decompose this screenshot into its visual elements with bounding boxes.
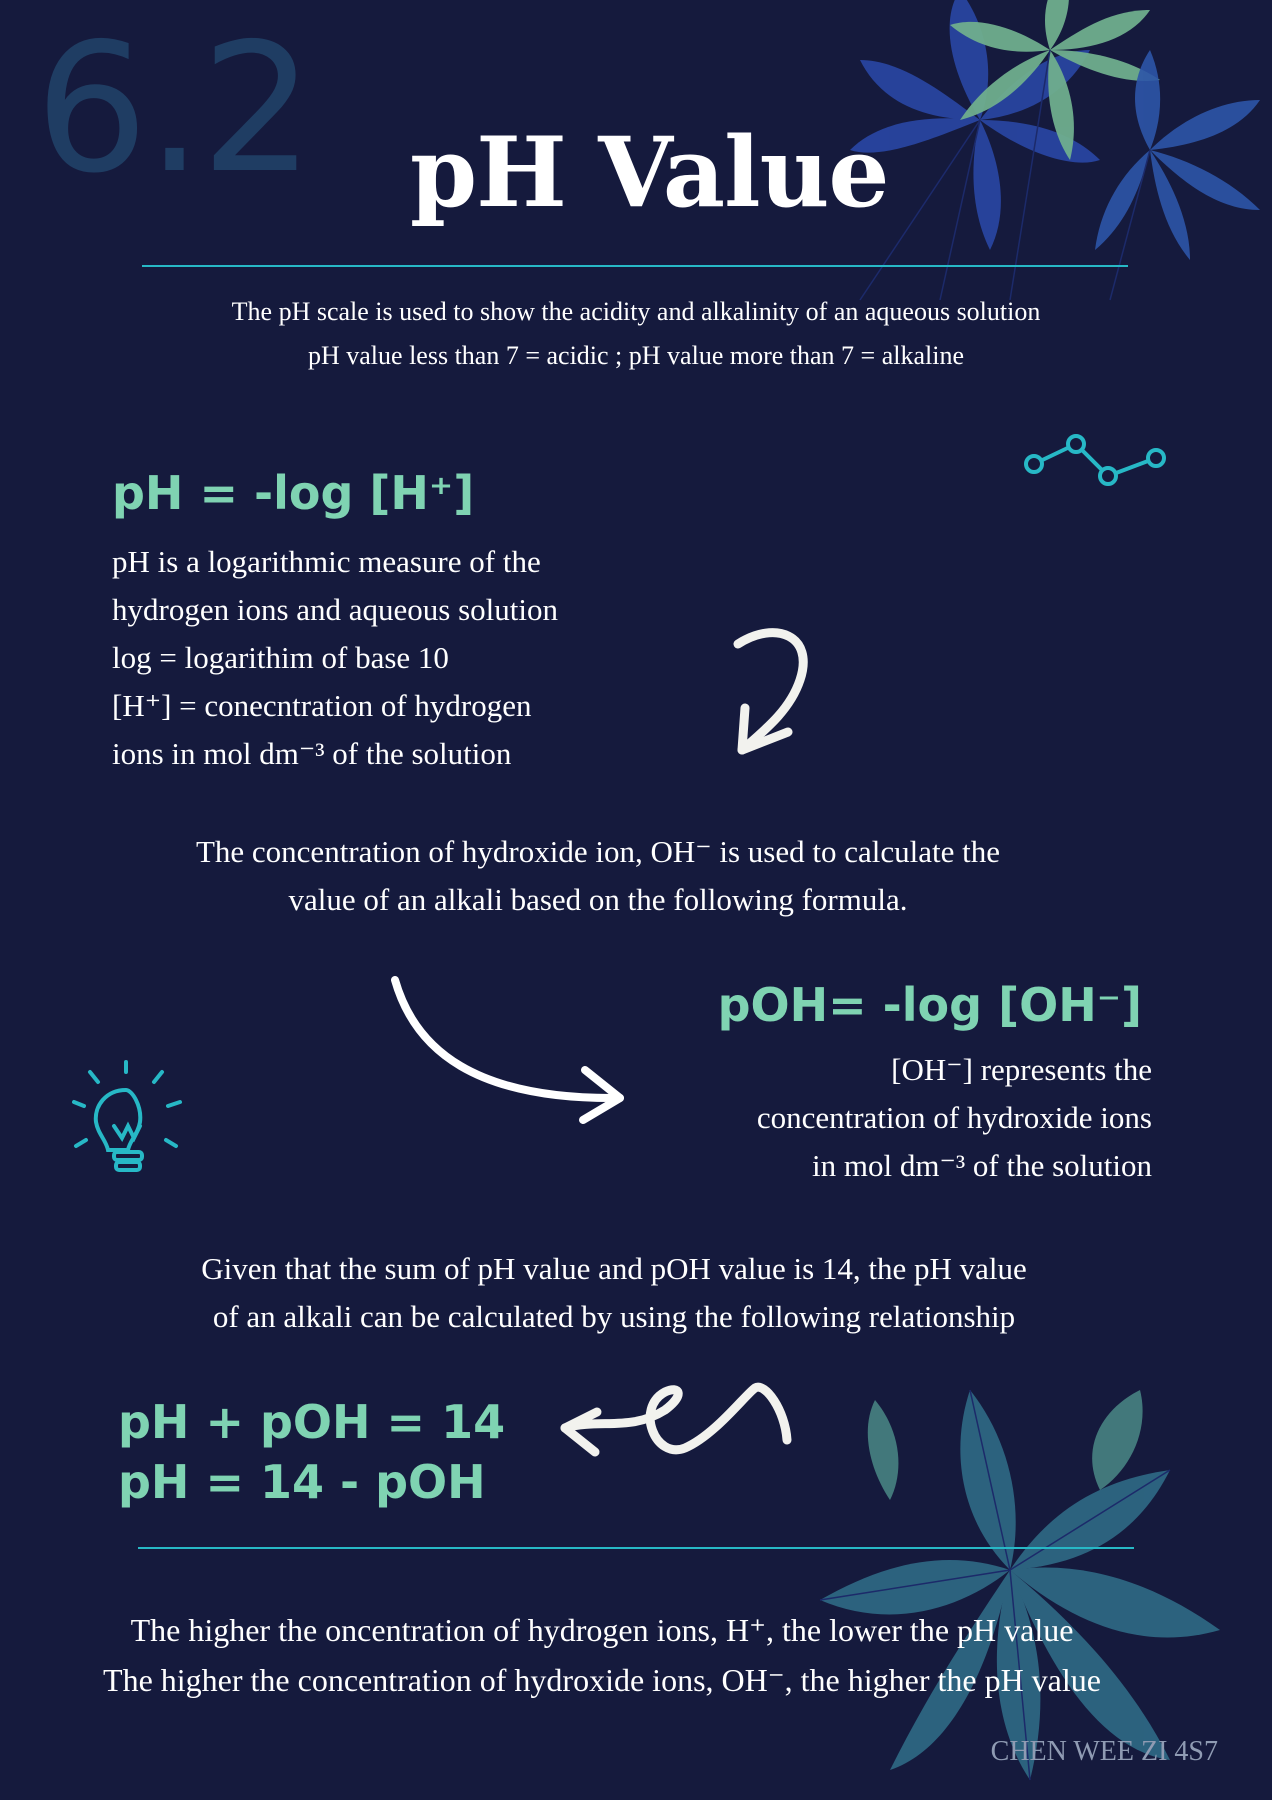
intro-line-2: pH value less than 7 = acidic ; pH value more than 7 = alkaline bbox=[307, 341, 965, 370]
hydroxide-intro bbox=[0, 828, 1196, 924]
poh-explanation-line-2: concentration of hydroxide ions bbox=[756, 1100, 1152, 1135]
ph-explanation-line-2: hydrogen ions and aqueous solution bbox=[112, 592, 559, 627]
hydroxide-intro-line-1: The concentration of hydroxide ion, OH⁻ is used to calculate the bbox=[195, 834, 1001, 869]
author-credit: CHEN WEE ZI 4S7 bbox=[990, 1736, 1218, 1767]
intro-line-1: The pH scale is used to show the acidity and alkalinity of an aqueous solution bbox=[231, 297, 1041, 326]
poh-formula: pOH= -log [OH⁻] bbox=[717, 978, 1142, 1032]
section-number: 6.2 bbox=[35, 5, 313, 212]
page-title: pH Value bbox=[410, 116, 889, 229]
title-divider bbox=[142, 265, 1128, 267]
ph-explanation-line-4: [H⁺] = conecntration of hydrogen bbox=[112, 688, 532, 723]
intro-text bbox=[0, 290, 1272, 378]
ph-formula: pH = -log [H⁺] bbox=[112, 466, 475, 520]
poh-explanation-line-3: in mol dm⁻³ of the solution bbox=[812, 1148, 1152, 1183]
ph-explanation-line-3: log = logarithim of base 10 bbox=[112, 640, 449, 675]
bottom-divider bbox=[138, 1547, 1134, 1549]
sum-intro-line-1: Given that the sum of pH value and pOH value is 14, the pH value bbox=[201, 1251, 1027, 1286]
line-graph-icon bbox=[1020, 430, 1170, 490]
relationship-line-2: pH = 14 - pOH bbox=[118, 1455, 486, 1509]
poh-explanation-line-1: [OH⁻] represents the bbox=[891, 1052, 1152, 1087]
sum-intro-line-2: of an alkali can be calculated by using the following relationship bbox=[212, 1299, 1016, 1334]
sum-intro bbox=[0, 1245, 1228, 1341]
ph-explanation bbox=[112, 538, 672, 778]
conclusion-line-1: The higher the oncentration of hydrogen ions, H⁺, the lower the pH value bbox=[130, 1612, 1074, 1648]
lightbulb-icon bbox=[70, 1060, 185, 1180]
relationship-line-1: pH + pOH = 14 bbox=[118, 1395, 506, 1449]
curly-arrow-down-icon bbox=[720, 620, 830, 760]
ph-explanation-line-5: ions in mol dm⁻³ of the solution bbox=[112, 736, 512, 771]
hydroxide-intro-line-2: value of an alkali based on the following formula. bbox=[288, 882, 908, 917]
conclusion-line-2: The higher the concentration of hydroxide ions, OH⁻, the higher the pH value bbox=[103, 1662, 1101, 1698]
ph-explanation-line-1: pH is a logarithmic measure of the bbox=[112, 544, 541, 579]
relationship-formula bbox=[118, 1392, 505, 1512]
conclusion-text bbox=[0, 1605, 1204, 1705]
poh-explanation bbox=[592, 1046, 1152, 1190]
zigzag-arrow-left-icon bbox=[555, 1370, 795, 1480]
